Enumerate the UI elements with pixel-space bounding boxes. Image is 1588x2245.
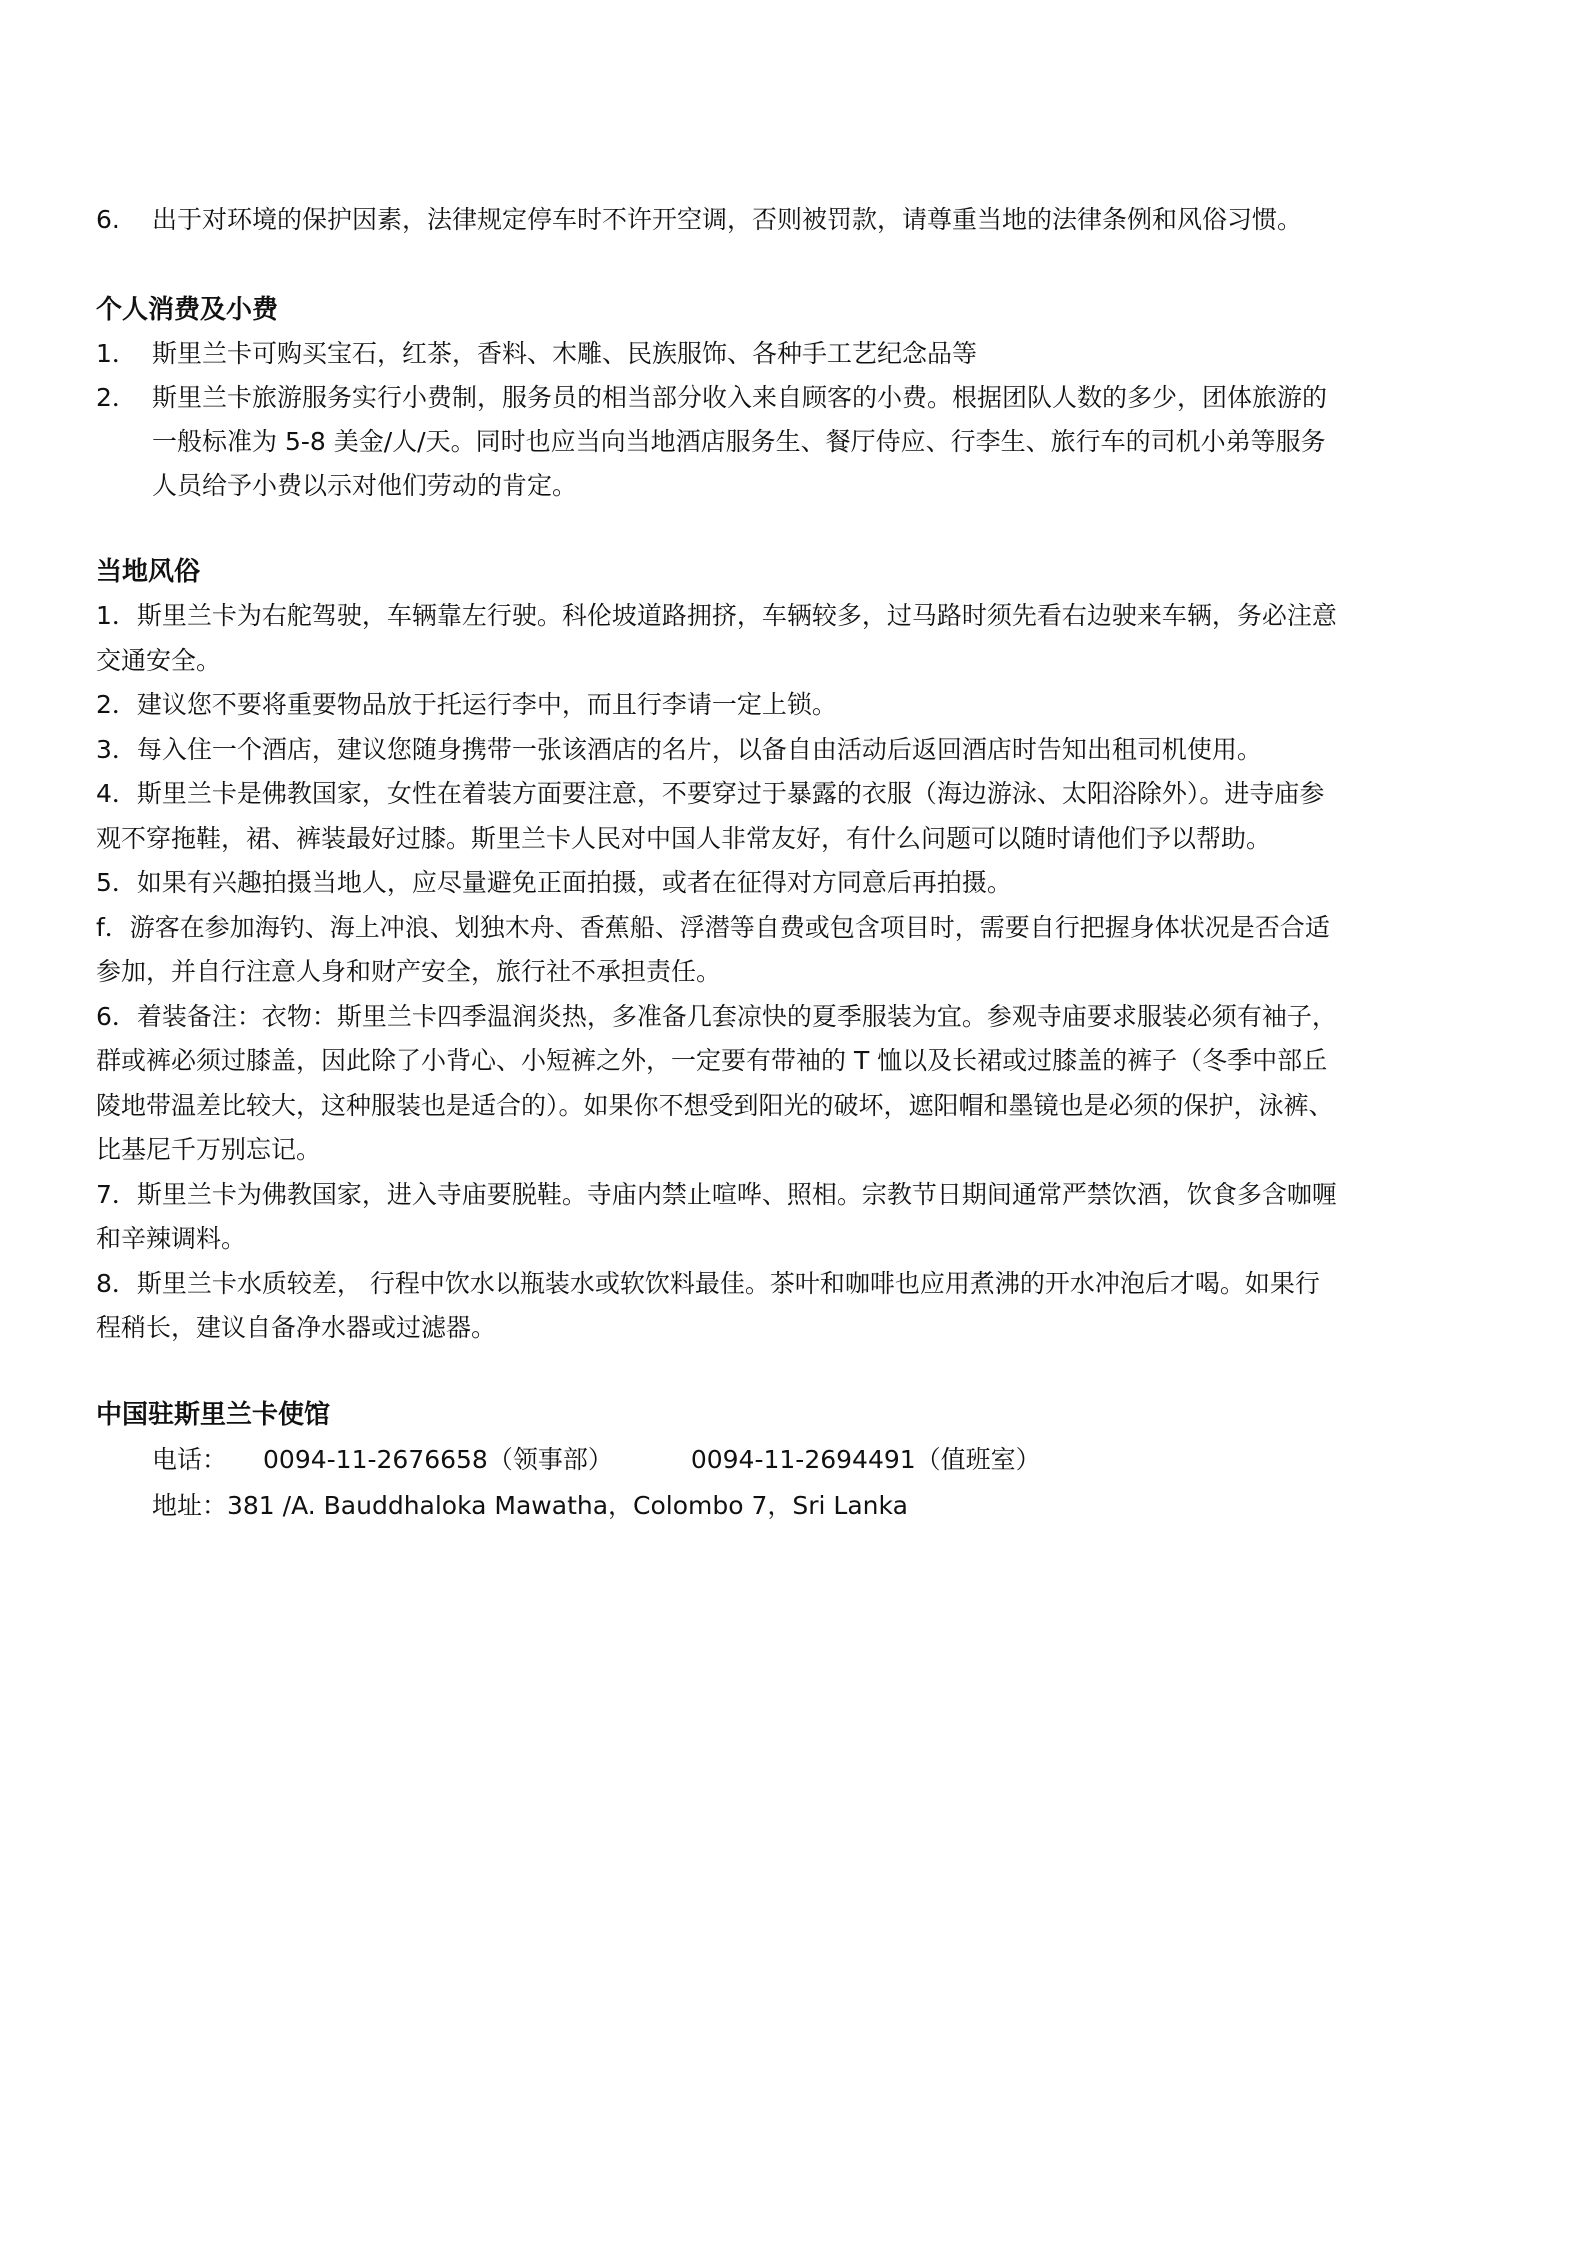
- item-number: 2．: [96, 383, 137, 412]
- text-line: 6．着装备注：衣物：斯里兰卡四季温润炎热，多准备几套凉快的夏季服装为宜。参观寺庙要求服装必须有袖子，: [96, 1001, 1337, 1031]
- text-line: 交通安全。: [96, 645, 222, 675]
- list-item: [96, 376, 1496, 508]
- embassy-phone-line: [96, 1437, 1496, 1483]
- text-line: f．游客在参加海钓、海上冲浪、划独木舟、香蕉船、浮潜等自费或包含项目时，需要自行把握身体状况是否合适: [96, 912, 1330, 942]
- text-line: 参加，并自行注意人身和财产安全，旅行社不承担责任。: [96, 957, 722, 986]
- spacer: [96, 1351, 1496, 1393]
- text-line: 2．建议您不要将重要物品放于托运行李中，而且行李请一定上锁。: [96, 690, 837, 719]
- text-line: 陵地带温差比较大，这种服装也是适合的）。如果你不想受到阳光的破坏，遮阳帽和墨镜也是必须的保护，泳裤、: [96, 1090, 1334, 1120]
- item-text: [152, 376, 1496, 508]
- text-line: 程稍长，建议自备净水器或过滤器。: [96, 1313, 497, 1342]
- spacer: [96, 242, 1496, 288]
- phone-duty: 0094-11-2694491（值班室）: [690, 1444, 1041, 1474]
- section-heading-spending: 个人消费及小费: [96, 295, 279, 325]
- item-text-line: 人员给予小费以示对他们劳动的肯定。: [152, 471, 578, 500]
- text-line: 3．每入住一个酒店，建议您随身携带一张该酒店的名片，以备自由活动后返回酒店时告知出租司机使用。: [96, 734, 1262, 764]
- item-text: [152, 332, 1496, 376]
- customs-list: [96, 594, 1496, 1351]
- item-text-line: 斯里兰卡可购买宝石，红茶，香料、木雕、民族服饰、各种手工艺纪念品等: [152, 339, 978, 368]
- phone-consular: 0094-11-2676658（领事部）: [263, 1444, 613, 1474]
- item-text-line: 一般标准为 5-8 美金/人/天。同时也应当向当地酒店服务生、餐厅侍应、行李生、旅行车的司机小弟等服务: [152, 427, 1326, 456]
- text-line: 4．斯里兰卡是佛教国家，女性在着装方面要注意，不要穿过于暴露的衣服（海边游泳、太阳浴除外）。进寺庙参: [96, 779, 1325, 808]
- phone-label: 电话：: [152, 1444, 228, 1474]
- text-line: 7．斯里兰卡为佛教国家，进入寺庙要脱鞋。寺庙内禁止喧哗、照相。宗教节日期间通常严禁饮酒，饮食多含咖喱: [96, 1179, 1337, 1209]
- text-line: 和辛辣调料。: [96, 1224, 247, 1253]
- list-item: [96, 332, 1496, 376]
- document-page: [96, 198, 1496, 1529]
- text-line: 观不穿拖鞋，裙、裤装最好过膝。斯里兰卡人民对中国人非常友好，有什么问题可以随时请他们予以帮助。: [96, 823, 1272, 853]
- embassy-address: 地址：381 /A. Bauddhaloka Mawatha，Colombo 7，Sri Lanka: [152, 1490, 908, 1520]
- text-line: 8．斯里兰卡水质较差， 行程中饮水以瓶装水或软饮料最佳。茶叶和咖啡也应用煮沸的开水冲泡后才喝。如果行: [96, 1268, 1320, 1298]
- text-line: 5．如果有兴趣拍摄当地人，应尽量避免正面拍摄，或者在征得对方同意后再拍摄。: [96, 868, 1012, 897]
- spacer: [96, 508, 1496, 550]
- section-heading-embassy: 中国驻斯里兰卡使馆: [96, 1399, 331, 1430]
- item-text: 出于对环境的保护因素，法律规定停车时不许开空调，否则被罚款，请尊重当地的法律条例和风俗习惯。: [152, 205, 1303, 234]
- item-text-line: 斯里兰卡旅游服务实行小费制，服务员的相当部分收入来自顾客的小费。根据团队人数的多少，团体旅游的: [152, 383, 1328, 412]
- list-item: [96, 198, 1496, 242]
- text-line: 群或裤必须过膝盖，因此除了小背心、小短裤之外，一定要有带袖的 T 恤以及长裙或过膝盖的裤子（冬季中部丘: [96, 1046, 1328, 1075]
- item-number: 1．: [96, 339, 137, 368]
- item-number: 6.: [96, 205, 120, 234]
- section-heading-customs: 当地风俗: [96, 557, 201, 587]
- text-line: 1．斯里兰卡为右舵驾驶，车辆靠左行驶。科伦坡道路拥挤，车辆较多，过马路时须先看右边驶来车辆，务必注意: [96, 601, 1337, 630]
- text-line: 比基尼千万别忘记。: [96, 1135, 322, 1164]
